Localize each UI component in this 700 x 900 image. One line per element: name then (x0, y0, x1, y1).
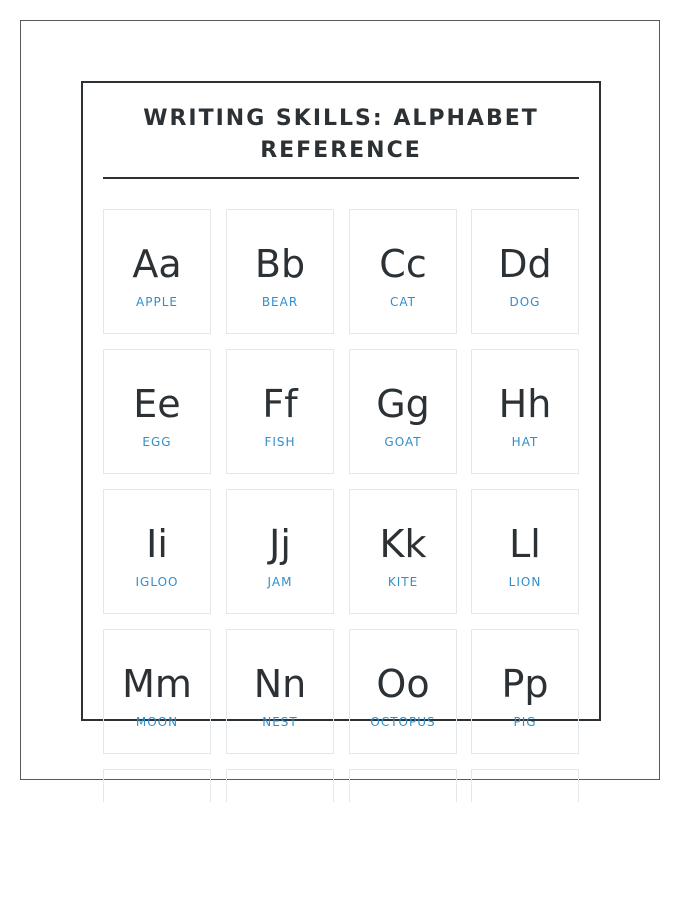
example-word: NEST (262, 715, 298, 729)
example-word: APPLE (136, 295, 178, 309)
letter-pair: Dd (498, 242, 552, 286)
letter-card (471, 209, 579, 334)
example-word: KITE (387, 575, 419, 589)
letter-pair: Ee (133, 382, 181, 426)
letter-pair: Ll (509, 522, 541, 566)
letter-card (226, 209, 334, 334)
letter-pair: Mm (122, 662, 192, 706)
letter-card (349, 489, 457, 614)
example-word: CAT (390, 295, 416, 309)
example-word: FISH (264, 435, 296, 449)
letter-pair: Kk (379, 522, 427, 566)
example-word: LION (508, 575, 542, 589)
letter-card (471, 629, 579, 754)
example-word: GOAT (384, 435, 422, 449)
letter-card (226, 769, 334, 802)
letter-card (103, 629, 211, 754)
letter-card (471, 769, 579, 802)
letter-pair: Hh (498, 382, 552, 426)
example-word: PIG (513, 715, 537, 729)
letter-pair: Ff (262, 382, 298, 426)
letter-pair: Oo (376, 662, 430, 706)
letter-card (471, 489, 579, 614)
letter-pair: Gg (376, 382, 430, 426)
letter-pair: Ii (146, 522, 168, 566)
letter-card (103, 209, 211, 334)
letter-card (471, 349, 579, 474)
example-word: OCTOPUS (370, 715, 436, 729)
example-word: JAM (267, 575, 293, 589)
letter-card (103, 349, 211, 474)
example-word: DOG (509, 295, 541, 309)
example-word: IGLOO (135, 575, 179, 589)
letter-card (349, 209, 457, 334)
letter-card (226, 489, 334, 614)
letter-pair: Nn (253, 662, 307, 706)
letter-card (226, 629, 334, 754)
letter-pair: Bb (254, 242, 306, 286)
page-title: WRITING SKILLS: ALPHABET REFERENCE (143, 106, 539, 163)
letter-pair: Pp (501, 662, 549, 706)
letter-card (103, 489, 211, 614)
alphabet-grid (103, 209, 579, 802)
letter-pair: Cc (379, 242, 427, 286)
letter-card (349, 769, 457, 802)
letter-pair: Jj (269, 522, 291, 566)
letter-pair: Aa (132, 242, 182, 286)
letter-card (349, 349, 457, 474)
example-word: MOON (135, 715, 179, 729)
title-header (103, 103, 579, 179)
letter-card (103, 769, 211, 802)
letter-card (226, 349, 334, 474)
example-word: EGG (142, 435, 172, 449)
example-word: BEAR (261, 295, 299, 309)
letter-card (349, 629, 457, 754)
example-word: HAT (511, 435, 539, 449)
